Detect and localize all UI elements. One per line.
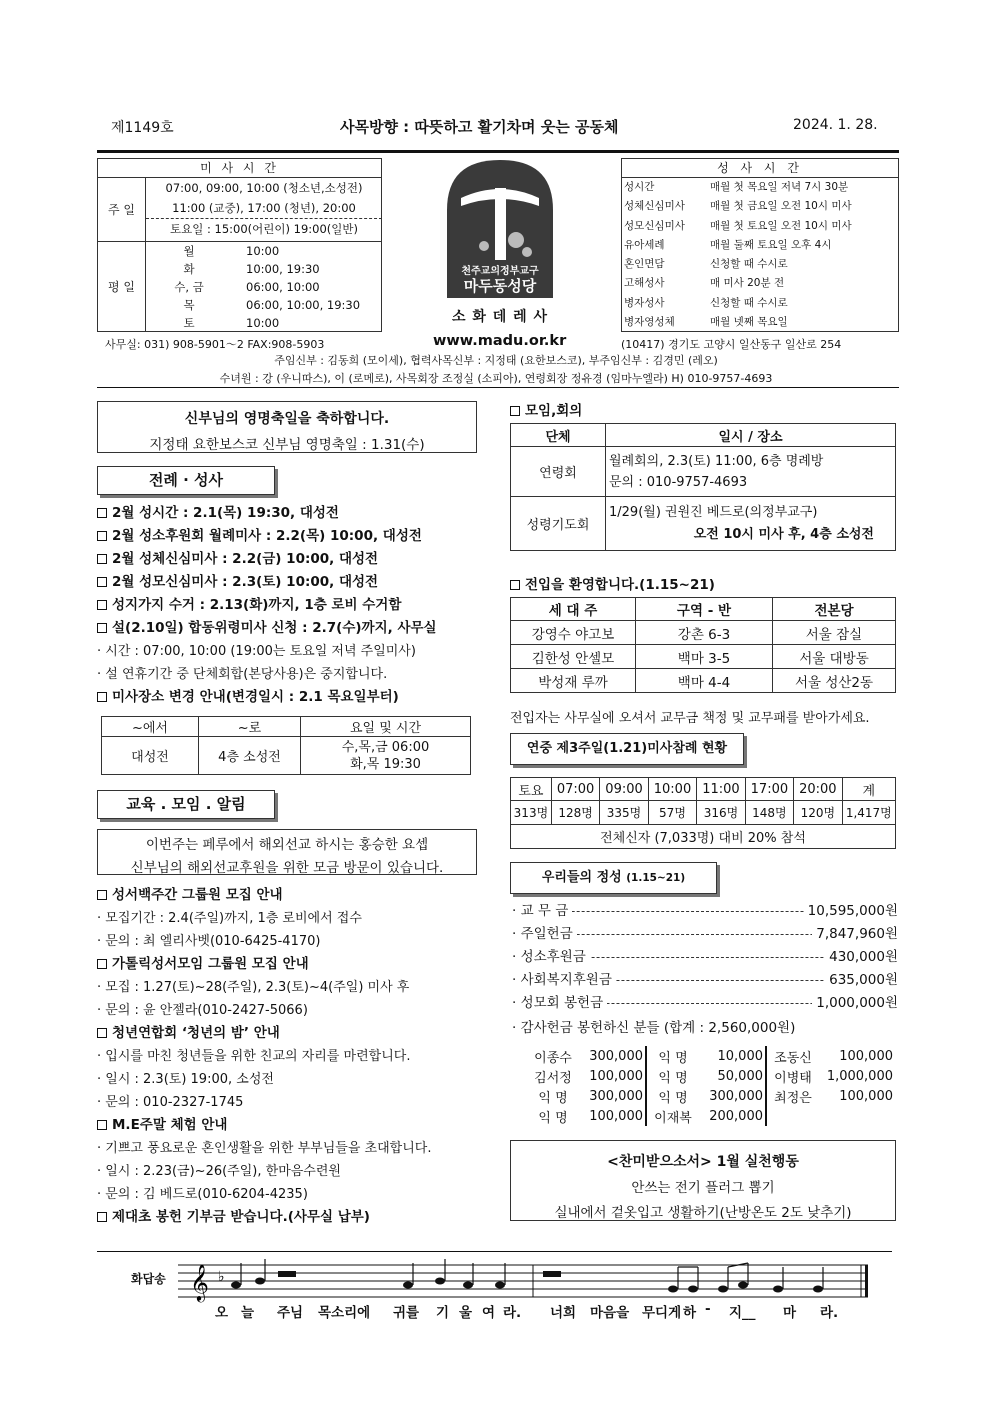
notice-heading-text: 설(2.10일) 합동위령미사 신청 : 2.7(수)까지, 사무실: [112, 620, 437, 636]
notice-heading: [97, 686, 487, 709]
meeting-detail: 월례회의, 2.3(토) 11:00, 6층 명례방: [609, 453, 824, 469]
weekday-day: 목: [183, 298, 195, 312]
attendance-header: 07:00: [551, 778, 599, 801]
music-staff: [178, 1259, 873, 1303]
attendance-header: 10:00: [648, 778, 696, 801]
notice-heading: [97, 884, 492, 907]
attendance-header: 20:00: [794, 778, 842, 801]
sacrament-row: [622, 274, 898, 293]
attendance-header: 09:00: [600, 778, 648, 801]
welcome-table: [510, 597, 896, 693]
meeting-group: 연령회: [511, 447, 606, 497]
lyric-syllable: 라.: [503, 1305, 522, 1321]
meeting-detail: 문의 : 010-9757-4693: [609, 474, 748, 490]
meeting-detail: 1/29(월) 권원진 베드로(의정부교구): [609, 504, 818, 520]
meetings-header: 일시 / 장소: [606, 424, 896, 447]
donor-amount: 100,000: [579, 1106, 646, 1126]
welcome-cell: 백마 3-5: [636, 645, 773, 669]
notice-detail: · 기쁘고 풍요로운 혼인생활을 위한 부부님들을 초대합니다.: [97, 1141, 432, 1156]
attendance-value: 1,417명: [842, 801, 895, 825]
notice-heading-text: 청년연합회 ‘청년의 밤’ 안내: [112, 1025, 280, 1041]
offering-row: [512, 992, 898, 1015]
donor-name: 이종수: [534, 1050, 572, 1066]
donor-name: 익 명: [658, 1090, 688, 1106]
weekday-time: 10:00, 19:30: [246, 262, 320, 276]
donor-name: 익 명: [538, 1090, 568, 1106]
psalm-lyrics: [215, 1301, 855, 1321]
notice-heading-text: 성지가지 수거 : 2.13(화)까지, 1층 로비 수거함: [112, 597, 402, 613]
square-bullet-icon: [97, 890, 107, 900]
notice-heading: [97, 617, 487, 640]
offering-label: · 성소후원금: [512, 949, 590, 965]
donor-name: 조동신: [774, 1050, 812, 1066]
change-time: 수,목,금 06:00: [341, 739, 430, 755]
sacrament-name: 혼인면담: [624, 258, 665, 271]
notice-heading-text: 2월 성소후원회 월례미사 : 2.2(목) 10:00, 대성전: [112, 528, 422, 544]
notice-heading: [97, 1022, 492, 1045]
meetings-table: [510, 423, 896, 551]
notice-detail: · 모집 : 1.27(토)~28(주일), 2.3(토)~4(주일) 미사 후: [97, 980, 410, 995]
square-bullet-icon: [97, 554, 107, 564]
notice-heading: [97, 548, 487, 571]
attendance-header: 11:00: [697, 778, 745, 801]
sacrament-time: 신청할 때 수시로: [710, 296, 788, 309]
offering-amount: 7,847,960원: [812, 923, 898, 946]
lyric-syllable: 여: [482, 1305, 496, 1321]
offering-label: · 교 무 금: [512, 903, 572, 919]
square-bullet-icon: [97, 531, 107, 541]
welcome-cell: 백마 4-4: [636, 669, 773, 693]
weekday-day: 토: [183, 316, 195, 330]
donor-amount: 300,000: [579, 1086, 646, 1106]
notice-heading: [97, 525, 487, 548]
lyric-syllable: 목소리에: [318, 1305, 371, 1321]
sacrament-name: 병자성사: [624, 296, 665, 309]
education-items: [97, 884, 492, 1229]
weekday-row: [146, 260, 382, 278]
sacrament-row: [622, 217, 898, 236]
laudato-si-action-box: [510, 1140, 896, 1221]
notice-detail: · 모집기간 : 2.4(주일)까지, 1층 로비에서 접수: [97, 911, 362, 926]
offering-amount: 635,000원: [825, 969, 898, 992]
donor-amount: 300,000: [579, 1046, 646, 1066]
welcome-header: 전본당: [773, 598, 896, 621]
feast-day-box: [97, 401, 477, 453]
notice-heading-text: 제대초 봉헌 기부금 받습니다.(사무실 납부): [112, 1209, 370, 1225]
notice-heading-text: 가톨릭성서모임 그룹원 모집 안내: [112, 956, 309, 972]
lyric-syllable: 무디게: [642, 1305, 682, 1321]
sacrament-row: [622, 197, 898, 216]
mass-location-change-table: [101, 716, 471, 775]
mission-notice-line: 이번주는 페루에서 해외선교 하시는 홍승한 요셉: [145, 837, 429, 853]
notice-detail: · 문의 : 김 베드로(010-6204-4235): [97, 1187, 308, 1202]
offering-row: [512, 923, 898, 946]
change-time: 화,목 19:30: [350, 756, 421, 772]
staff-line-2: 수녀원 : 강 (우니따스), 이 (로메로), 사목회장 조정실 (소피아), 연령회장 정유경 (임마누엘라) H) 010-9757-4693: [219, 372, 773, 385]
attendance-summary: 전체신자 (7,033명) 대비 20% 참석: [511, 825, 896, 849]
sacrament-time: 신청할 때 수시로: [710, 258, 788, 271]
thanks-offering-line: · 감사헌금 봉헌하신 분들 (합계 : 2,560,000원): [512, 1020, 796, 1036]
feast-title: 신부님의 영명축일을 축하합니다.: [184, 411, 390, 427]
notice-detail: · 일시 : 2.23(금)~26(주일), 한마음수련원: [97, 1164, 341, 1179]
donor-amount: 200,000: [699, 1106, 766, 1126]
attendance-value: 57명: [648, 801, 696, 825]
square-bullet-icon: [510, 580, 520, 590]
welcome-cell: 강영수 야고보: [511, 621, 636, 645]
square-bullet-icon: [510, 406, 520, 416]
notice-detail: · 설 연휴기간 중 단체회합(본당사용)은 중지합니다.: [97, 667, 388, 682]
donor-row: [527, 1086, 895, 1106]
contact-rule: [97, 387, 899, 388]
welcome-header: 구역 - 반: [636, 598, 773, 621]
welcome-cell: 김한성 안셀모: [511, 645, 636, 669]
offering-amount: 430,000원: [825, 946, 898, 969]
change-table-header: 요일 및 시간: [301, 717, 471, 737]
donor-amount: 100,000: [579, 1066, 646, 1086]
sacrament-name: 고해성사: [624, 277, 665, 290]
square-bullet-icon: [97, 1120, 107, 1130]
attendance-value: 148명: [745, 801, 793, 825]
sacrament-time: 매월 첫 금요일 오전 10시 미사: [710, 200, 852, 213]
notice-heading: [97, 1114, 492, 1137]
offering-row: [512, 946, 898, 969]
donor-amount: 300,000: [699, 1086, 766, 1106]
notice-heading-text: 2월 성시간 : 2.1(목) 19:30, 대성전: [112, 505, 339, 521]
sacrament-name: 병자영성체: [624, 316, 675, 329]
lyric-syllable: 마: [783, 1305, 797, 1321]
donor-name: 익 명: [538, 1110, 568, 1126]
attendance-value: 120명: [794, 801, 842, 825]
attendance-value: 128명: [551, 801, 599, 825]
mass-times-box: [97, 158, 382, 332]
attendance-value: 313명: [511, 801, 552, 825]
sacrament-row: [622, 236, 898, 255]
svg-text:♭: ♭: [218, 1269, 225, 1285]
square-bullet-icon: [97, 508, 107, 518]
welcome-note: 전입자는 사무실에 오셔서 교무금 책정 및 교무패를 받아가세요.: [510, 711, 870, 726]
action-line: 실내에서 겉옷입고 생활하기(난방온도 2도 낮추기): [554, 1205, 852, 1221]
welcome-row: [511, 645, 896, 669]
donor-amount: 50,000: [699, 1066, 766, 1086]
sacrament-row: [622, 313, 898, 332]
donor-amount: [819, 1106, 895, 1126]
sacrament-rows: [622, 178, 898, 332]
lyric-syllable: 하: [683, 1305, 697, 1321]
donor-amount: 100,000: [839, 1088, 893, 1104]
feast-text: 지정태 요한보스코 신부님 영명축일 : 1.31(수): [149, 437, 425, 453]
liturgy-section-title: 전례 · 성사: [97, 466, 275, 495]
lyric-syllable: 지__: [729, 1305, 756, 1321]
notice-heading: [97, 594, 487, 617]
education-section-title: 교육 . 모임 . 알림: [97, 790, 275, 819]
donor-amount: 10,000: [699, 1046, 766, 1066]
weekday-row: [146, 278, 382, 296]
sacrament-row: [622, 294, 898, 313]
staff-line-1: 주임신부 : 김동희 (모이세), 협력사목신부 : 지정태 (요한보스코), 부주임신부 : 김경민 (레오): [274, 354, 718, 367]
change-to: 4층 소성전: [199, 737, 301, 775]
sacrament-name: 성체신심미사: [624, 200, 685, 213]
notice-detail: · 일시 : 2.3(토) 19:00, 소성전: [97, 1072, 274, 1087]
weekday-time: 06:00, 10:00, 19:30: [246, 298, 361, 312]
meetings-title: 모임,회의: [510, 399, 582, 419]
notice-heading-text: 2월 성체신심미사 : 2.2(금) 10:00, 대성전: [112, 551, 379, 567]
parish-logo: [443, 158, 557, 298]
donor-name: 김서정: [534, 1070, 572, 1086]
parish-address: (10417) 경기도 고양시 일산동구 일산로 254: [621, 338, 842, 351]
logo-diocese: 천주교의정부교구: [461, 266, 539, 277]
office-phone: 사무실: 031) 908-5901～2 FAX:908-5903: [105, 338, 325, 351]
sacrament-name: 성모신심미사: [624, 219, 685, 232]
change-from: 대성전: [102, 737, 199, 775]
notice-detail: · 문의 : 최 엘리사벳(010-6425-4170): [97, 934, 321, 949]
donor-name: 이재복: [654, 1110, 692, 1126]
square-bullet-icon: [97, 959, 107, 969]
offering-label: · 사회복지후원금: [512, 972, 616, 988]
change-table-header: ~로: [199, 717, 301, 737]
weekday-day: 월: [183, 244, 195, 258]
lyric-syllable: 마음을: [590, 1305, 630, 1321]
logo-parish-name: 마두동성당: [463, 277, 537, 295]
lyric-syllable: -: [705, 1301, 711, 1317]
liturgy-items: [97, 502, 487, 709]
meeting-detail: 오전 10시 미사 후, 4층 소성전: [693, 526, 874, 542]
change-table-header: ~에서: [102, 717, 199, 737]
offering-title: 우리들의 정성 (1.15~21): [510, 862, 717, 894]
lyric-syllable: 주님: [277, 1305, 304, 1321]
weekday-day: 수, 금: [174, 280, 204, 294]
psalm-label: 화답송: [131, 1272, 166, 1286]
attendance-value: 335명: [600, 801, 648, 825]
sunday-label: 주 일: [98, 178, 146, 242]
welcome-header: 세 대 주: [511, 598, 636, 621]
notice-heading-text: 미사장소 변경 안내(변경일시 : 2.1 목요일부터): [112, 689, 399, 705]
music-staff-icon: [178, 1259, 873, 1303]
welcome-cell: 서울 성산2동: [773, 669, 896, 693]
sunday-line: 11:00 (교중), 17:00 (청년), 20:00: [146, 198, 382, 219]
sacrament-times-box: [621, 158, 899, 332]
patron-saint: 소 화 데 레 사: [451, 309, 549, 325]
sacrament-row: [622, 178, 898, 197]
sacrament-time: 매월 첫 토요일 오전 10시 미사: [710, 219, 852, 232]
notice-detail: · 문의 : 010-2327-1745: [97, 1095, 244, 1110]
weekday-row: [146, 296, 382, 314]
sacrament-name: 성시간: [624, 181, 655, 193]
notice-heading: [97, 571, 487, 594]
attendance-header: 토요: [511, 778, 552, 801]
weekday-time: 06:00, 10:00: [246, 280, 320, 294]
weekday-row: [146, 242, 382, 260]
welcome-cell: 강촌 6-3: [636, 621, 773, 645]
offering-amount: 10,595,000원: [804, 900, 898, 923]
notice-heading-text: 2월 성모신심미사 : 2.3(토) 10:00, 대성전: [112, 574, 379, 590]
notice-heading-text: 성서백주간 그룹원 모집 안내: [112, 887, 283, 903]
square-bullet-icon: [97, 577, 107, 587]
donor-row: [527, 1066, 895, 1086]
offering-row: [512, 900, 898, 923]
meeting-group: 성령기도회: [511, 497, 606, 551]
mission-notice-box: [97, 829, 477, 875]
weekday-time: 10:00: [246, 244, 280, 258]
svg-text:𝄞: 𝄞: [190, 1263, 209, 1301]
pastoral-motto: 사목방향 : 따뜻하고 활기차며 웃는 공동체: [340, 118, 619, 136]
welcome-row: [511, 669, 896, 693]
weekday-row: [146, 314, 382, 332]
donor-name: 익 명: [658, 1050, 688, 1066]
lyric-syllable: 오: [215, 1305, 229, 1321]
square-bullet-icon: [97, 600, 107, 610]
donor-row: [527, 1046, 895, 1066]
welcome-title: 전입을 환영합니다.(1.15~21): [510, 573, 715, 593]
donor-name: 최정은: [774, 1090, 812, 1106]
weekday-label: 평 일: [98, 242, 146, 332]
offering-label: · 주일헌금: [512, 926, 577, 942]
website-link[interactable]: www.madu.or.kr: [433, 333, 567, 349]
sacrament-time: 매월 넷째 목요일: [710, 316, 788, 329]
welcome-cell: 박성재 루까: [511, 669, 636, 693]
sacrament-times-title: 성 사 시 간: [622, 159, 898, 178]
attendance-value: 316명: [697, 801, 745, 825]
notice-detail: · 문의 : 윤 안젤라(010-2427-5066): [97, 1003, 308, 1018]
donor-amount: 100,000: [839, 1048, 893, 1064]
welcome-cell: 서울 대방동: [773, 645, 896, 669]
lyric-syllable: 귀를: [393, 1305, 420, 1321]
mission-notice-line: 신부님의 해외선교후원을 위한 모금 방문이 있습니다.: [130, 860, 444, 876]
lyric-syllable: 늘: [241, 1305, 255, 1321]
weekday-day: 화: [183, 262, 195, 276]
meetings-header: 단체: [511, 424, 606, 447]
lyric-syllable: 울: [459, 1305, 473, 1321]
action-title: <찬미받으소서> 1월 실천행동: [607, 1154, 799, 1170]
donor-name: [766, 1106, 819, 1126]
lyric-syllable: 너희: [550, 1305, 577, 1321]
header-rule: [97, 150, 899, 153]
square-bullet-icon: [97, 1212, 107, 1222]
sunday-line: 07:00, 09:00, 10:00 (청소년,소성전): [165, 181, 363, 195]
attendance-title: 연중 제3주일(1.21)미사참례 현황: [510, 733, 744, 765]
attendance-table: [510, 777, 896, 849]
sacrament-time: 매 미사 20분 전: [710, 277, 785, 290]
notice-heading: [97, 953, 492, 976]
lyric-syllable: 라.: [820, 1305, 839, 1321]
donor-name: 이병태: [774, 1070, 812, 1086]
mass-times-title: 미 사 시 간: [98, 159, 381, 178]
offering-rows: [512, 900, 898, 1015]
sacrament-row: [622, 255, 898, 274]
saturday-line: 토요일 : 15:00(어린이) 19:00(일반): [170, 222, 358, 236]
sacrament-name: 유아세례: [624, 238, 665, 251]
offering-row: [512, 969, 898, 992]
weekday-time: 10:00: [246, 316, 280, 330]
music-rule: [97, 1251, 892, 1252]
offering-amount: 1,000,000원: [812, 992, 898, 1015]
weekday-rows: [146, 242, 382, 332]
issue-date: 2024. 1. 28.: [793, 117, 878, 133]
square-bullet-icon: [97, 623, 107, 633]
action-line: 안쓰는 전기 플러그 뽑기: [631, 1180, 775, 1196]
offering-label: · 성모회 봉헌금: [512, 995, 607, 1011]
notice-heading: [97, 502, 487, 525]
notice-heading-text: M.E주말 체험 안내: [112, 1117, 228, 1133]
attendance-header: 계: [842, 778, 895, 801]
donor-amount: 1,000,000: [826, 1068, 893, 1084]
attendance-header: 17:00: [745, 778, 793, 801]
donor-table: [527, 1046, 895, 1126]
welcome-cell: 서울 잠실: [773, 621, 896, 645]
notice-detail: · 시간 : 07:00, 10:00 (19:00는 토요일 저녁 주일미사): [97, 644, 416, 659]
square-bullet-icon: [97, 692, 107, 702]
donor-name: 익 명: [658, 1070, 688, 1086]
sacrament-time: 매월 둘째 토요일 오후 4시: [710, 238, 832, 251]
square-bullet-icon: [97, 1028, 107, 1038]
notice-heading: [97, 1206, 492, 1229]
notice-detail: · 입시를 마친 청년들을 위한 친교의 자리를 마련합니다.: [97, 1049, 411, 1064]
welcome-row: [511, 621, 896, 645]
donor-row: [527, 1106, 895, 1126]
lyric-syllable: 기: [436, 1305, 450, 1321]
issue-number: 제1149호: [111, 120, 174, 136]
sacrament-time: 매월 첫 목요일 저녁 7시 30분: [710, 181, 849, 193]
